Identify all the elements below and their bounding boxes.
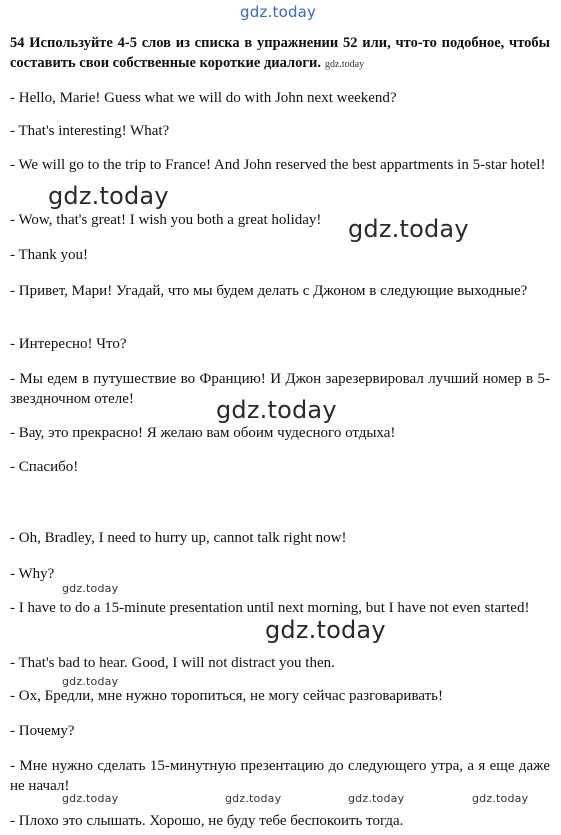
watermark-top: gdz.today [240, 3, 317, 21]
dialogue-line: - Плохо это слышать. Хорошо, не буду тебе беспокоить тогда. [10, 813, 404, 829]
watermark: gdz.today [348, 215, 469, 243]
dialogue-line: - Why? [10, 566, 55, 582]
watermark: gdz.today [62, 792, 119, 805]
dialogue-line: - That's interesting! What? [10, 123, 170, 139]
watermark: gdz.today [265, 616, 386, 644]
exercise-heading [10, 33, 550, 75]
dialogue-line: - Ох, Бредли, мне нужно торопиться, не могу сейчас разговаривать! [10, 688, 444, 704]
dialogue-line: - Мне нужно сделать 15-минутную презентацию до следующего утра, а я еще даже не начал! [10, 758, 550, 794]
dialogue-line: - I have to do a 15-minute presentation until next morning, but I have not even started! [10, 600, 530, 616]
dialogue-line: - Мы едем в путушествие во Францию! И Джон зарезервировал лучший номер в 5-звездночном отеле! [10, 371, 550, 407]
watermark: gdz.today [48, 182, 169, 210]
watermark: gdz.today [216, 396, 337, 424]
dialogue-line: - Wow, that's great! I wish you both a great holiday! [10, 212, 322, 228]
watermark: gdz.today [225, 792, 282, 805]
watermark-heading: gdz.today [324, 59, 365, 70]
dialogue-line: - Привет, Мари! Угадай, что мы будем делать с Джоном в следующие выходные? [10, 283, 528, 299]
dialogue-line: - Thank you! [10, 247, 89, 263]
dialogue-line: - That's bad to hear. Good, I will not distract you then. [10, 655, 335, 671]
watermark: gdz.today [472, 792, 529, 805]
dialogue-line: - We will go to the trip to France! And John reserved the best appartments in 5-star hotel! [10, 157, 546, 173]
dialogue-line: - Oh, Bradley, I need to hurry up, cannot talk right now! [10, 530, 347, 546]
dialogue-line: - Hello, Marie! Guess what we will do with John next weekend? [10, 90, 397, 106]
watermark: gdz.today [62, 675, 119, 688]
watermark: gdz.today [62, 582, 119, 595]
dialogue-line: - Почему? [10, 723, 75, 739]
watermark: gdz.today [348, 792, 405, 805]
heading-text: 54 Используйте 4-5 слов из списка в упражнении 52 или, что-то подобное, чтобы составить свои собственные короткие диалоги. [10, 35, 550, 71]
dialogue-line: - Спасибо! [10, 459, 79, 475]
dialogue-line: - Интересно! Что? [10, 336, 127, 352]
dialogue-line: - Вау, это прекрасно! Я желаю вам обоим чудесного отдыха! [10, 425, 396, 441]
